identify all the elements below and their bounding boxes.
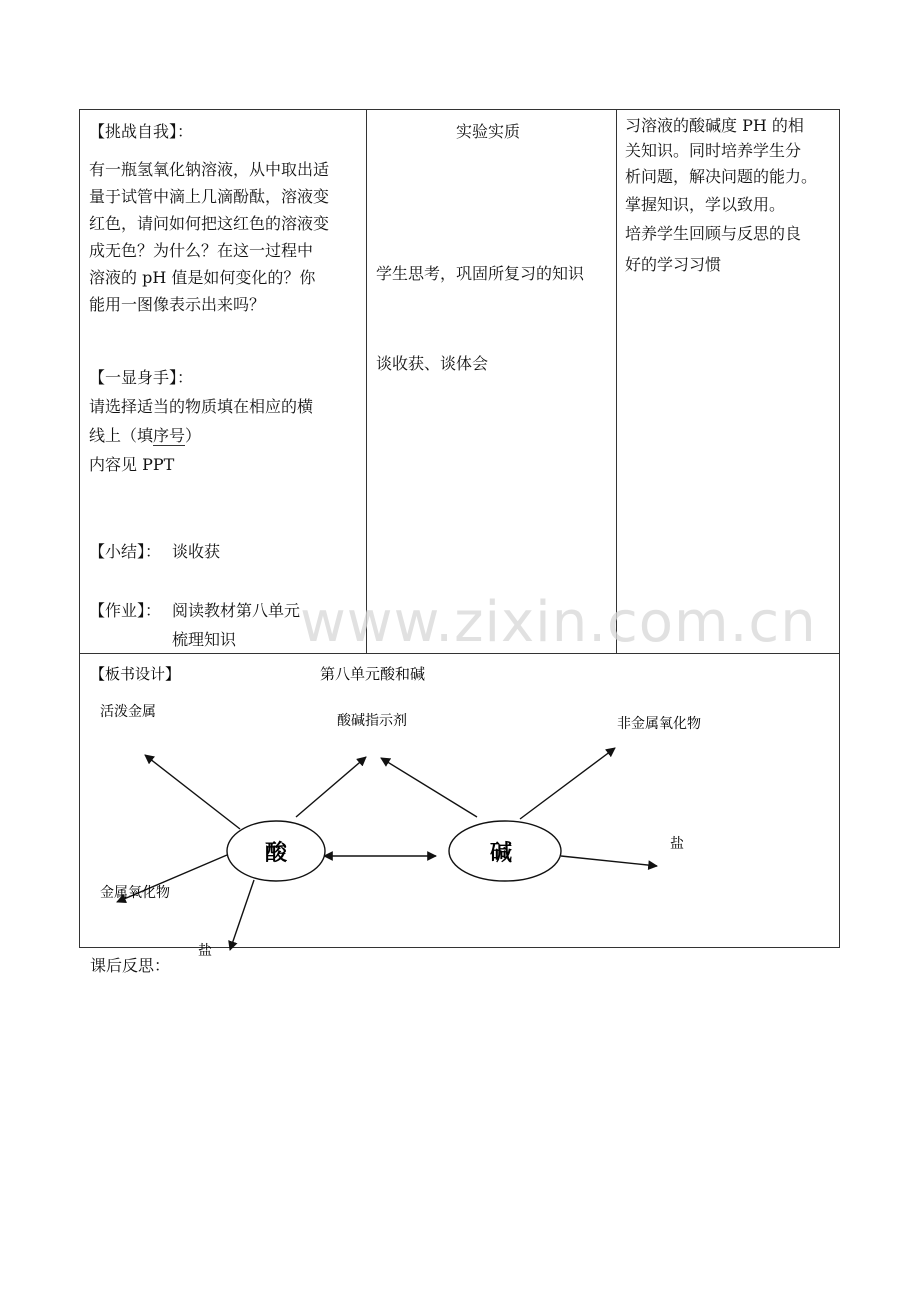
arrow-acid-salt <box>230 880 254 950</box>
homework-line-1: 阅读教材第八单元 <box>172 601 301 620</box>
reflection-label: 课后反思： <box>90 956 171 975</box>
node-metal-oxide: 金属氧化物 <box>100 885 170 901</box>
challenge-line: 量于试管中滴上几滴酚酞，溶液变 <box>89 187 330 206</box>
challenge-line: 成无色？为什么？在这一过程中 <box>89 241 314 260</box>
column-divider-2 <box>616 110 617 653</box>
board-title: 第八单元酸和碱 <box>320 665 426 683</box>
show-ppt-note: 内容见 PPT <box>89 455 175 474</box>
node-salt-bottom: 盐 <box>198 943 212 959</box>
show-instruction-2 <box>89 422 201 449</box>
column-divider-1 <box>366 110 367 653</box>
challenge-line: 有一瓶氢氧化钠溶液，从中取出适 <box>89 160 330 179</box>
challenge-line: 溶液的 pH 值是如何变化的？你 <box>89 268 316 287</box>
node-indicator: 酸碱指示剂 <box>337 713 407 729</box>
middle-line-3: 谈收获、谈体会 <box>376 354 489 373</box>
homework-line-2: 梳理知识 <box>172 630 237 649</box>
board-diagram <box>80 654 839 959</box>
node-salt-right: 盐 <box>670 836 684 852</box>
watermark: www.zixin.com.cn <box>300 590 817 655</box>
goal-line: 关知识。同时培养学生分 <box>625 141 802 160</box>
show-text-c: ） <box>185 426 202 445</box>
show-text-a: 线上（填 <box>89 426 154 445</box>
goal-line: 析问题，解决问题的能力。 <box>625 167 818 186</box>
board-heading: 【板书设计】 <box>90 665 181 683</box>
challenge-heading: 【挑战自我】： <box>89 122 194 141</box>
challenge-text <box>89 156 364 318</box>
challenge-line: 能用一图像表示出来吗？ <box>89 295 266 314</box>
show-heading: 【一显身手】： <box>89 368 194 387</box>
homework-label: 【作业】： <box>89 601 162 620</box>
node-active-metal: 活泼金属 <box>100 704 156 720</box>
show-instruction: 请选择适当的物质填在相应的横 <box>89 397 314 416</box>
lesson-table <box>79 109 840 959</box>
middle-line-1: 实验实质 <box>456 122 521 141</box>
summary-text: 谈收获 <box>172 542 221 561</box>
node-nonmetal-oxide: 非金属氧化物 <box>617 716 701 732</box>
arrow-base-nonmetal-oxide <box>520 748 615 819</box>
goal-line: 好的学习习惯 <box>625 255 722 274</box>
arrow-acid-indicator <box>296 757 366 817</box>
acid-label: 酸 <box>264 840 288 866</box>
show-text-underlined: 序号 <box>153 426 186 445</box>
arrow-base-salt <box>561 856 657 866</box>
goal-line: 习溶液的酸碱度 PH 的相 <box>625 116 804 135</box>
goal-line: 掌握知识，学以致用。 <box>625 195 786 214</box>
goal-line: 培养学生回顾与反思的良 <box>625 224 802 243</box>
arrow-base-indicator <box>381 758 477 817</box>
goals-text <box>625 112 839 280</box>
base-label: 碱 <box>489 840 513 866</box>
arrow-acid-active-metal <box>145 755 240 829</box>
summary-label: 【小结】： <box>89 542 162 561</box>
middle-line-2: 学生思考，巩固所复习的知识 <box>376 264 585 283</box>
challenge-line: 红色，请问如何把这红色的溶液变 <box>89 214 330 233</box>
